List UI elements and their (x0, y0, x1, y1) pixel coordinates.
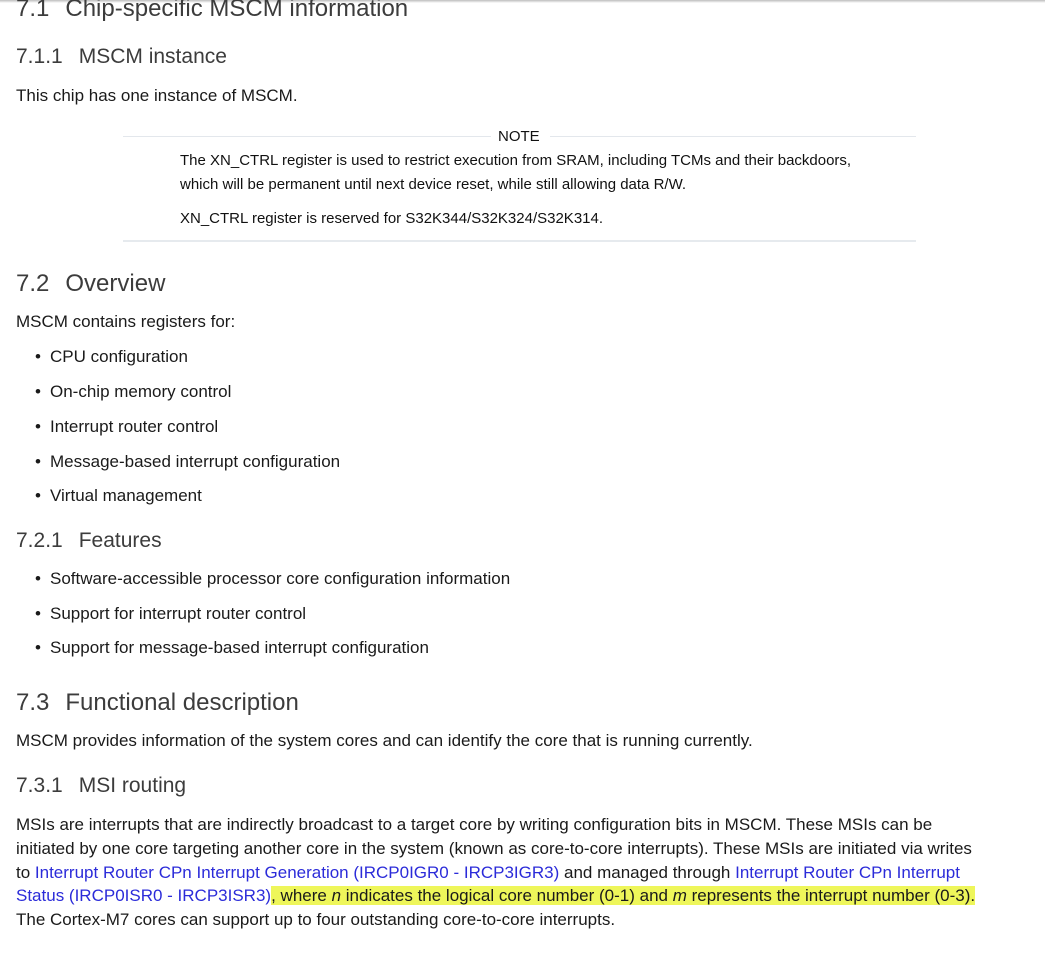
list-item (0, 347, 188, 367)
list-item-text: Message-based interrupt configuration (50, 452, 341, 471)
text-run: represents the interrupt number (0-3). (686, 886, 976, 906)
section-number: 7.1.1 (16, 45, 63, 68)
section-title: MSI routing (78, 774, 187, 797)
heading-7-3-1 (16, 774, 186, 798)
note-line: The XN_CTRL register is used to restrict execution from SRAM, including TCMs and their backdoors, (180, 152, 852, 169)
list-item-text: Virtual management (50, 486, 202, 505)
variable-n: n (331, 886, 342, 906)
heading-7-2-1 (16, 529, 162, 553)
list-item-text: Interrupt router control (50, 417, 219, 436)
list-item-text: Software-accessible processor core configuration information (50, 569, 511, 588)
list-item-text: CPU configuration (50, 347, 188, 366)
note-line: which will be permanent until next device reset, while still allowing data R/W. (180, 176, 687, 193)
paragraph-line: MSIs are interrupts that are indirectly broadcast to a target core by writing configuration bits in MSCM. These MSIs can be (16, 815, 933, 834)
text-run: to (16, 862, 35, 882)
section-title: MSCM instance (78, 45, 227, 68)
bullet-icon: • (35, 638, 41, 657)
text-run: , (271, 886, 276, 906)
list-item-text: Support for interrupt router control (50, 604, 307, 623)
functional-description-text: MSCM provides information of the system cores and can identify the core that is running currently. (16, 731, 753, 750)
link-ircp-isr[interactable]: Status (IRCP0ISR0 - IRCP3ISR3) (16, 886, 272, 906)
variable-m: m (672, 886, 687, 906)
msi-routing-paragraph (16, 813, 1036, 932)
list-item-text: On-chip memory control (50, 382, 232, 401)
bullet-icon: • (35, 486, 41, 505)
text-run: where (275, 886, 332, 906)
heading-7-1-1 (16, 45, 227, 69)
list-item (0, 382, 231, 402)
heading-7-3 (16, 689, 299, 717)
list-item (0, 638, 429, 658)
section-title: Features (78, 529, 162, 552)
paragraph-line (16, 884, 1036, 908)
bullet-icon: • (35, 382, 41, 401)
text-run: indicates the logical core number (0-1) and (341, 886, 673, 906)
link-ircp-igr[interactable]: Interrupt Router CPn Interrupt Generation (IRCP0IGR0 - IRCP3IGR3) (34, 862, 560, 882)
bullet-icon: • (35, 452, 41, 471)
bullet-icon: • (35, 417, 41, 436)
paragraph-line: The Cortex-M7 cores can support up to four outstanding core-to-core interrupts. (16, 910, 616, 930)
overview-intro: MSCM contains registers for: (16, 312, 236, 331)
heading-7-1 (16, 0, 408, 23)
list-item-text: Support for message-based interrupt configuration (50, 638, 429, 657)
note-rule (550, 136, 916, 137)
list-item (0, 486, 202, 506)
section-number: 7.3.1 (16, 774, 63, 797)
bullet-icon: • (35, 604, 41, 623)
section-number: 7.3 (16, 689, 50, 716)
list-item (0, 417, 218, 437)
section-title: Overview (65, 270, 166, 297)
note-rule (123, 136, 491, 137)
list-item (0, 569, 510, 589)
section-number: 7.2 (16, 270, 50, 297)
text-run: and managed through (559, 862, 736, 882)
paragraph-line: initiated by one core targeting another core in the system (known as core-to-core interrupts). These MSIs are initiated via writes (16, 838, 972, 858)
bullet-icon: • (35, 569, 41, 588)
list-item (0, 604, 306, 624)
section-title: Functional description (65, 689, 299, 716)
bullet-icon: • (35, 347, 41, 366)
note-rule (123, 240, 916, 242)
instance-text: This chip has one instance of MSCM. (16, 86, 298, 105)
link-ircp-isr[interactable]: Interrupt Router CPn Interrupt (735, 862, 960, 882)
highlighted-text (271, 886, 975, 905)
section-number: 7.1 (16, 0, 50, 22)
paragraph-line (16, 861, 1036, 885)
note-line: XN_CTRL register is reserved for S32K344/S32K324/S32K314. (180, 210, 604, 227)
note-box (123, 127, 916, 241)
heading-7-2 (16, 270, 165, 298)
note-title: NOTE (498, 128, 540, 145)
section-number: 7.2.1 (16, 529, 63, 552)
section-title: Chip-specific MSCM information (65, 0, 409, 22)
list-item (0, 452, 340, 472)
